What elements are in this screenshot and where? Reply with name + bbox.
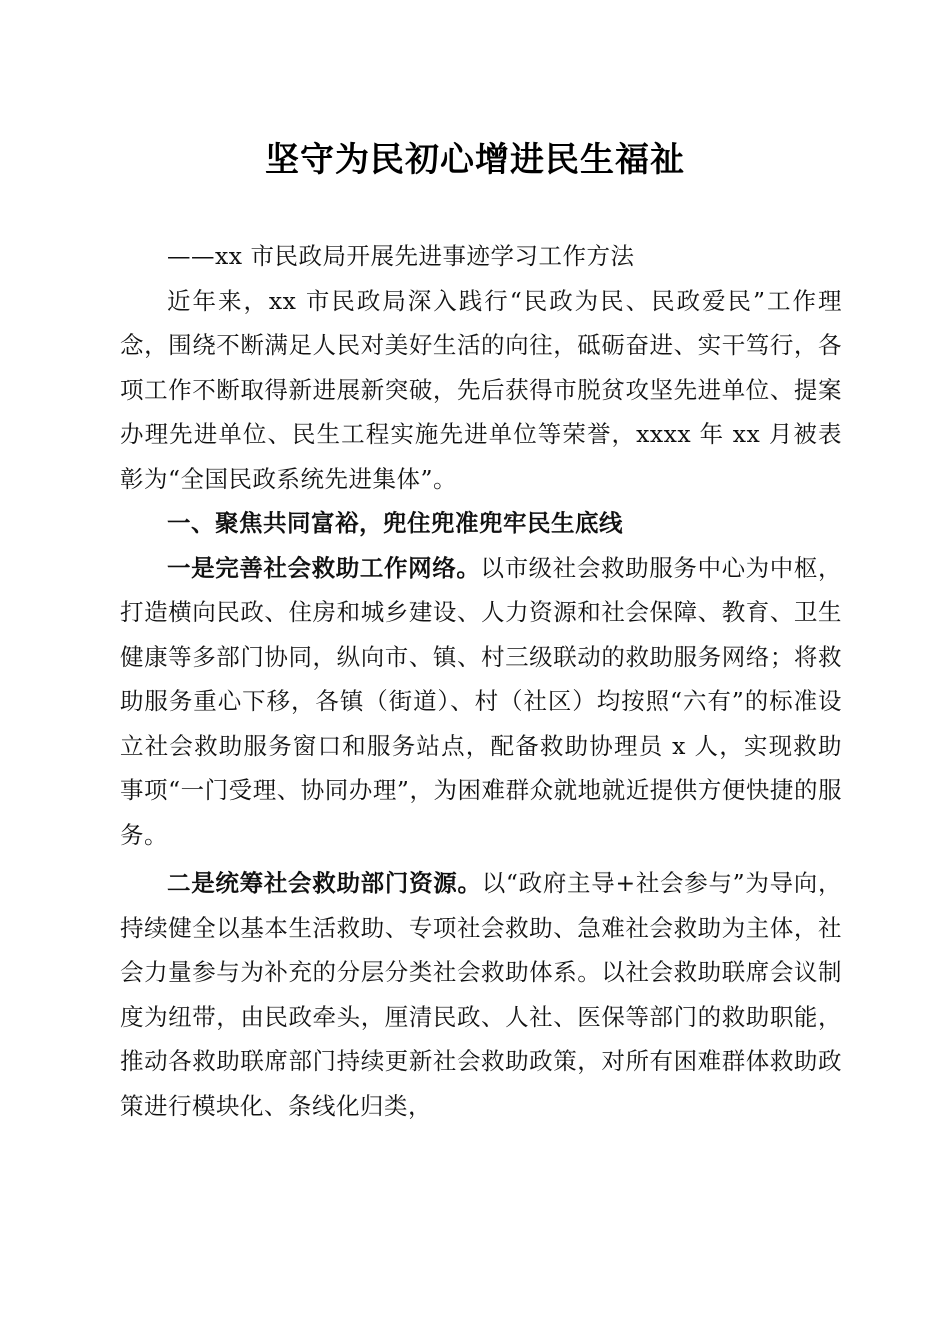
item-paragraph-1 <box>120 546 842 858</box>
document-body <box>120 234 842 1128</box>
subtitle: ——xx 市民政局开展先进事迹学习工作方法 <box>167 242 635 270</box>
document-title: 坚守为民初心增进民生福祉 <box>265 140 685 180</box>
item-lead-1: 一是完善社会救助工作网络。 <box>167 553 481 582</box>
item-text-2: 以“政府主导+社会参与”为导向，持续健全以基本生活救助、专项社会救助、急难社会救助为主体，社会力量参与为补充的分层分类社会救助体系。以社会救助联席会议制度为纽带，由民政牵头，厘清民政、人社、医保等部门的救助职能，推动各救助联席部门持续更新社会救助政策，对所有困难群体救助政策进行模块化、条线化归类， <box>120 869 843 1120</box>
item-lead-2: 二是统筹社会救助部门资源。 <box>167 869 482 897</box>
section-heading: 一、聚焦共同富裕，兜住兜准兜牢民生底线 <box>167 509 623 537</box>
intro-paragraph: 近年来，xx 市民政局深入践行“民政为民、民政爱民”工作理念，围绕不断满足人民对美好生活的向往，砥砺奋进、实干笃行，各项工作不断取得新进展新突破，先后获得市脱贫攻坚先进单位、提案办理先进单位、民生工程实施先进单位等荣誉，xxxx 年 xx 月被表彰为“全国民政系统先进集体”。 <box>120 286 842 493</box>
item-text-1: 以市级社会救助服务中心为中枢，打造横向民政、住房和城乡建设、人力资源和社会保障、教育、卫生健康等多部门协同，纵向市、镇、村三级联动的救助服务网络；将救助服务重心下移，各镇（街道）、村（社区）均按照“六有”的标准设立社会救助服务窗口和服务站点，配备救助协理员 x 人，实现救助事项“一门受理、协同办理”，为困难群众就地就近提供方便快捷的服务。 <box>120 553 843 849</box>
item-paragraph-2 <box>120 861 842 1128</box>
